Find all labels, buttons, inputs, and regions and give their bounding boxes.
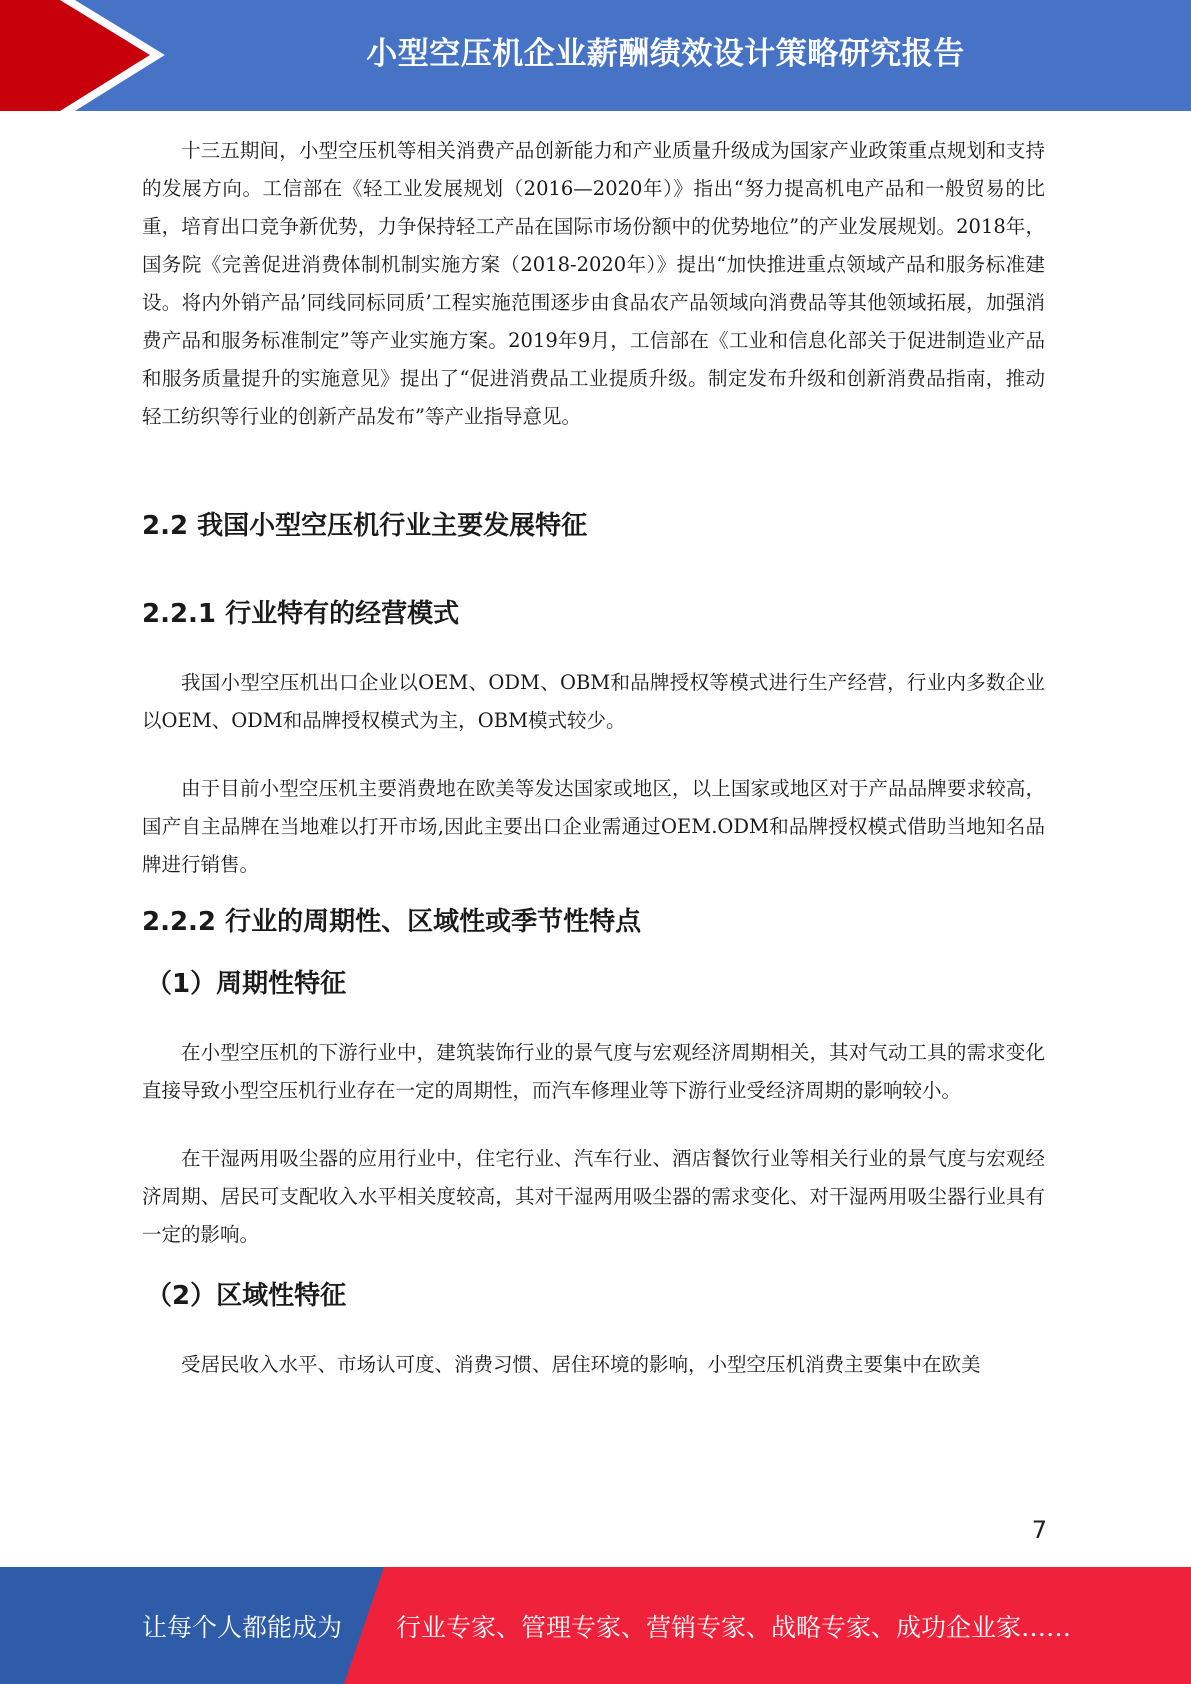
paragraph-business-model-b: 由于目前小型空压机主要消费地在欧美等发达国家或地区，以上国家或地区对于产品品牌要求较高，国产自主品牌在当地难以打开市场,因此主要出口企业需通过OEM.ODM和品牌授权模式借助当地知名品牌进行销售。 <box>142 777 1045 876</box>
footer-slogan-left: 让每个人都能成为 <box>142 1612 343 1642</box>
page-header <box>0 0 1191 111</box>
section-heading-2-2-2: 2.2.2 行业的周期性、区域性或季节性特点 <box>142 907 642 937</box>
section-heading-2-2: 2.2 我国小型空压机行业主要发展特征 <box>142 511 588 541</box>
page-footer <box>0 1567 1191 1684</box>
subheading-regional: （2）区域性特征 <box>146 1281 347 1311</box>
report-title: 小型空压机企业薪酬绩效设计策略研究报告 <box>366 35 965 72</box>
intro-paragraph: 十三五期间，小型空压机等相关消费产品创新能力和产业质量升级成为国家产业政策重点规划和支持的发展方向。工信部在《轻工业发展规划（2016—2020年）》指出“努力提高机电产品和一般贸易的比重，培育出口竞争新优势，力争保持轻工产品在国际市场份额中的优势地位”的产业发展规划。2018年，国务院《完善促进消费体制机制实施方案（2018-2020年）》提出“加快推进重点领域产品和服务标准建设。将内外销产品’同线同标同质’工程实施范围逐步由食品农产品领域向消费品等其他领域拓展，加强消费产品和服务标准制定”等产业实施方案。2019年9月，工信部在《工业和信息化部关于促进制造业产品和服务质量提升的实施意见》提出了“促进消费品工业提质升级。制定发布升级和创新消费品指南，推动轻工纺织等行业的创新产品发布”等产业指导意见。 <box>142 139 1045 428</box>
subheading-cyclical: （1）周期性特征 <box>146 969 347 999</box>
paragraph-cyclical-b: 在干湿两用吸尘器的应用行业中，住宅行业、汽车行业、酒店餐饮行业等相关行业的景气度与宏观经济周期、居民可支配收入水平相关度较高，其对干湿两用吸尘器的需求变化、对干湿两用吸尘器行业具有一定的影响。 <box>142 1147 1045 1246</box>
page-body <box>142 132 1045 1384</box>
paragraph-cyclical-a: 在小型空压机的下游行业中，建筑装饰行业的景气度与宏观经济周期相关，其对气动工具的需求变化直接导致小型空压机行业存在一定的周期性，而汽车修理业等下游行业受经济周期的影响较小。 <box>142 1041 1045 1102</box>
page-number: 7 <box>1031 1516 1047 1544</box>
section-heading-2-2-1: 2.2.1 行业特有的经营模式 <box>142 599 460 629</box>
paragraph-business-model-a: 我国小型空压机出口企业以OEM、ODM、OBM和品牌授权等模式进行生产经营，行业内多数企业以OEM、ODM和品牌授权模式为主，OBM模式较少。 <box>142 671 1045 732</box>
footer-slogan-right: 行业专家、管理专家、营销专家、战略专家、成功企业家…… <box>396 1612 1072 1642</box>
paragraph-regional-a: 受居民收入水平、市场认可度、消费习惯、居住环境的影响，小型空压机消费主要集中在欧美 <box>181 1353 981 1376</box>
